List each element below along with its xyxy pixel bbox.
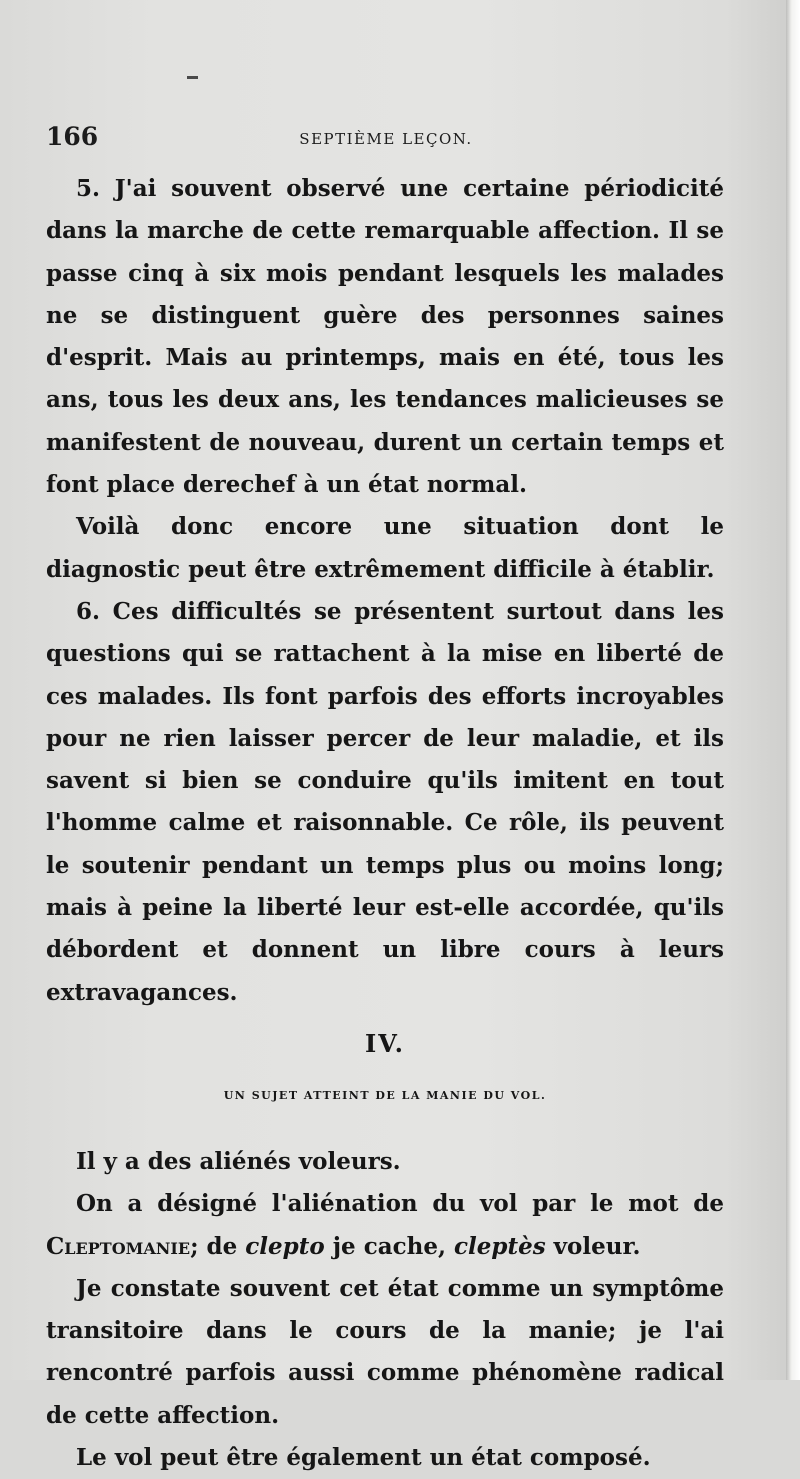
paragraph-6: 6. Ces difficultés se présentent surtout dans les questions qui se rattachent à la mise en liberté de ces malades. Ils font parfois des efforts incroyables pour ne rien laisser percer de leur maladie, et ils savent si bien se conduire qu'ils imitent en tout l'homme calme et raisonnable. Ce rôle, ils peuvent le soutenir pendant un temps plus ou moins long; mais à peine la liberté leur est-elle accordée, qu'ils débordent et donnent un libre cours à leurs extravagances. [46, 597, 724, 1006]
kleptomania-text-c: je cache, [324, 1232, 454, 1260]
paragraph-5: 5. J'ai souvent observé une certaine périodicité dans la marche de cette remarquable affection. Il se passe cinq à six mois pendant lesquels les malades ne se distinguent guère des personnes saines d'esprit. Mais au printemps, mais en été, tous les ans, tous les deux ans, les tendances malicieuses se manifestent de nouveau, durent un certain temps et font place derechef à un état normal. [46, 175, 724, 499]
paragraph-kleptomania [46, 1183, 724, 1268]
page-number: 166 [46, 122, 99, 151]
section-title: UN SUJET ATTEINT DE LA MANIE DU VOL. [223, 1088, 547, 1102]
running-head: SEPTIÈME LEÇON. [299, 130, 473, 148]
section-numeral: IV. [364, 1028, 405, 1058]
paragraph-aliens-thieves: Il y a des aliénés voleurs. [76, 1147, 401, 1175]
paragraph-5-continued: Voilà donc encore une situation dont le diagnostic peut être extrêmement difficile à établir. [46, 513, 724, 583]
page-body [46, 168, 724, 1479]
cleptes-word: cleptès [453, 1232, 546, 1260]
paragraph-transitory-symptom: Je constate souvent cet état comme un symptôme transitoire dans le cours de la manie; je l'ai rencontré parfois aussi comme phénomène radical de cette affection. [46, 1274, 724, 1429]
kleptomania-text-d: voleur. [545, 1232, 641, 1260]
ink-mark [187, 76, 198, 79]
clepto-word: clepto [245, 1232, 325, 1260]
page-header [46, 122, 726, 152]
kleptomania-term: Cleptomanie [46, 1232, 191, 1260]
kleptomania-text-b: ; de [190, 1232, 246, 1260]
kleptomania-text-a: On a désigné l'aliénation du vol par le mot de [76, 1190, 724, 1218]
page-edge [786, 0, 800, 1380]
paragraph-composite-state: Le vol peut être également un état composé. [76, 1444, 651, 1472]
